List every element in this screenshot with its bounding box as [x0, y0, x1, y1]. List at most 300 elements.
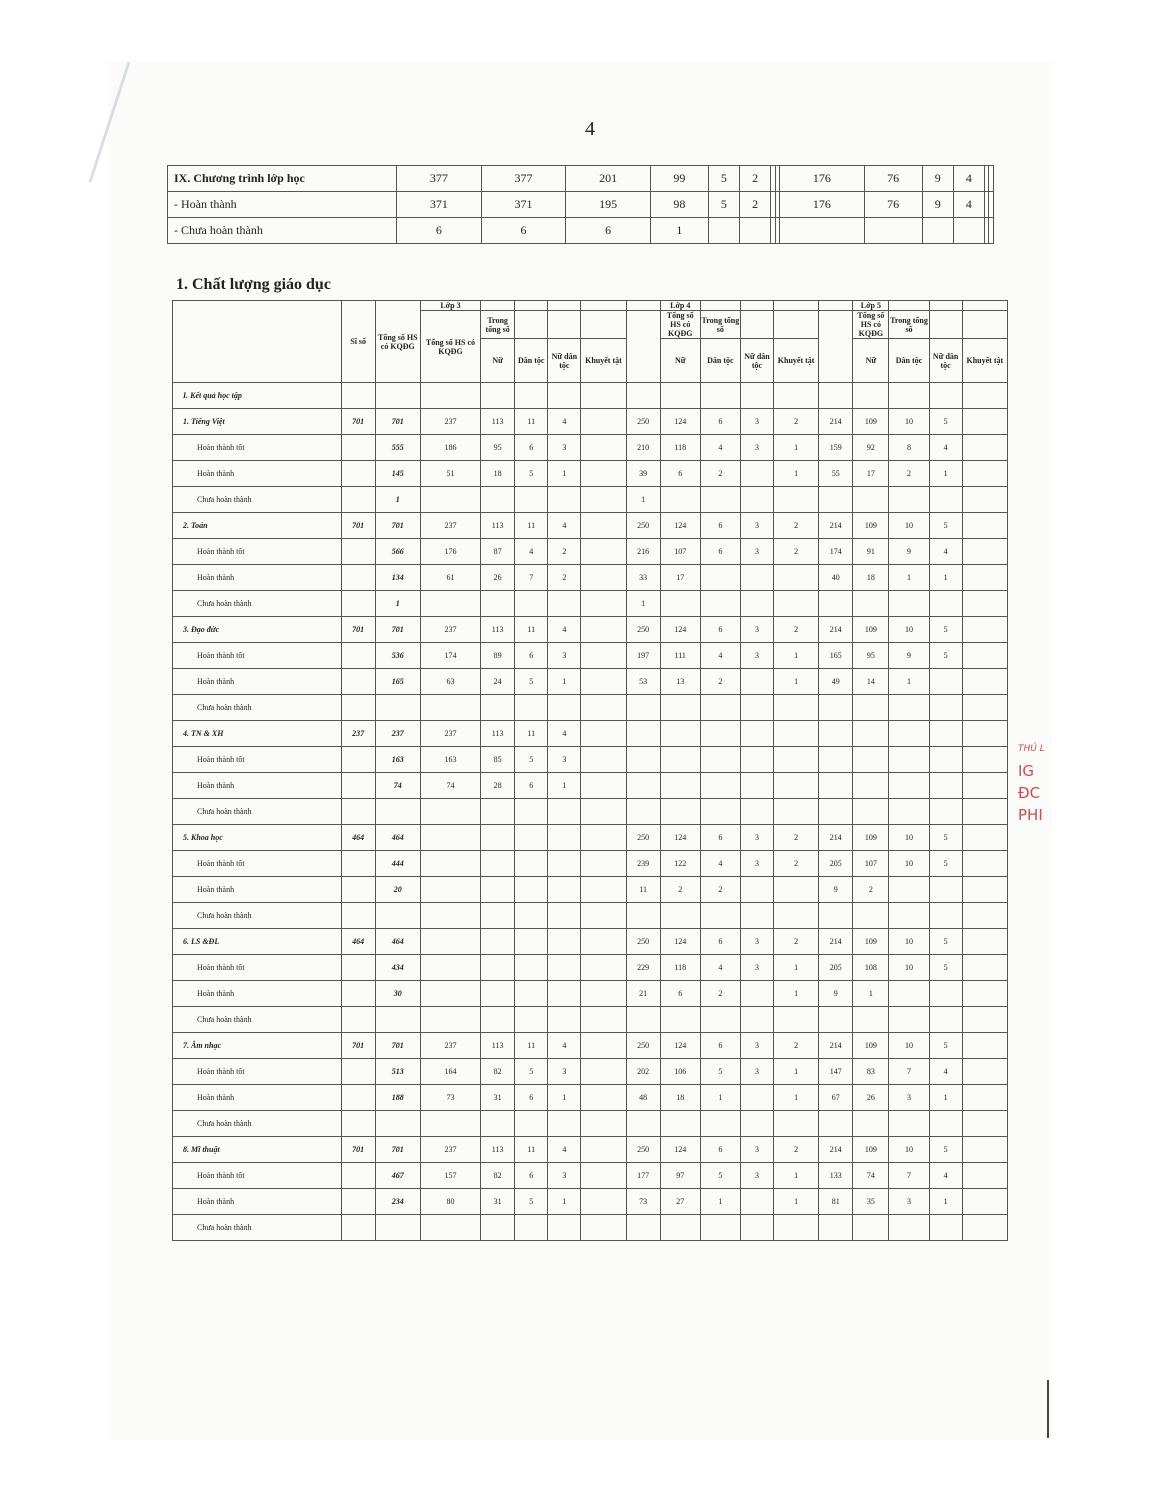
table-cell: [853, 695, 889, 721]
table-cell: 1: [853, 981, 889, 1007]
table-cell: [581, 617, 626, 643]
table-row: [173, 1163, 1008, 1189]
header-blank: [548, 301, 581, 311]
table-cell: 3: [740, 643, 773, 669]
table-row: [173, 1033, 1008, 1059]
table-cell: [341, 955, 375, 981]
table-cell: 555: [375, 435, 420, 461]
table-cell: [740, 1189, 773, 1215]
table-cell: 27: [660, 1189, 700, 1215]
table-cell: [962, 539, 1007, 565]
table-cell: 7: [889, 1163, 929, 1189]
table-cell: 3: [740, 1137, 773, 1163]
table-cell: 229: [626, 955, 660, 981]
table-cell: 97: [660, 1163, 700, 1189]
table-cell: 1: [889, 565, 929, 591]
program-row: [168, 218, 994, 244]
table-cell: 74: [853, 1163, 889, 1189]
table-cell: 214: [819, 617, 853, 643]
table-cell: [626, 799, 660, 825]
table-cell: 701: [341, 513, 375, 539]
table-cell: 83: [853, 1059, 889, 1085]
table-cell: 113: [481, 513, 515, 539]
red-stamp: [1018, 738, 1045, 826]
table-cell: [929, 591, 962, 617]
table-cell: 107: [853, 851, 889, 877]
table-cell: 216: [626, 539, 660, 565]
table-cell: 701: [375, 1137, 420, 1163]
table-cell: 113: [481, 1033, 515, 1059]
table-cell: 1: [375, 591, 420, 617]
table-cell: [774, 1111, 819, 1137]
table-cell: [929, 669, 962, 695]
table-cell: 61: [420, 565, 480, 591]
table-cell: [853, 773, 889, 799]
program-cell: 195: [566, 192, 651, 218]
table-cell: [740, 1215, 773, 1241]
table-cell: [740, 1007, 773, 1033]
program-cell: 377: [481, 166, 566, 192]
program-cell: 201: [566, 166, 651, 192]
table-cell: 2: [774, 929, 819, 955]
table-cell: [929, 383, 962, 409]
table-cell: 2: [853, 877, 889, 903]
section-title: 1. Chất lượng giáo dục: [176, 276, 331, 293]
table-cell: [375, 799, 420, 825]
program-cell: [708, 218, 739, 244]
table-cell: [375, 1007, 420, 1033]
table-cell: [774, 695, 819, 721]
table-cell: [819, 1111, 853, 1137]
table-cell: [481, 877, 515, 903]
row-label: Hoàn thành tốt: [173, 435, 342, 461]
row-label: Chưa hoàn thành: [173, 1007, 342, 1033]
table-cell: [420, 981, 480, 1007]
table-cell: [740, 721, 773, 747]
table-cell: 82: [481, 1059, 515, 1085]
table-cell: 237: [420, 1033, 480, 1059]
table-cell: 701: [375, 1033, 420, 1059]
table-cell: [548, 981, 581, 1007]
table-cell: [481, 955, 515, 981]
table-cell: [740, 695, 773, 721]
table-cell: 48: [626, 1085, 660, 1111]
table-cell: [774, 747, 819, 773]
table-cell: [581, 669, 626, 695]
table-cell: [481, 799, 515, 825]
table-cell: 73: [626, 1189, 660, 1215]
table-cell: 10: [889, 851, 929, 877]
header-total: Tổng số HS có KQĐG: [375, 301, 420, 383]
table-cell: 464: [341, 825, 375, 851]
table-cell: 8: [889, 435, 929, 461]
table-cell: [515, 929, 548, 955]
table-cell: 30: [375, 981, 420, 1007]
table-cell: [660, 695, 700, 721]
table-cell: [626, 721, 660, 747]
table-cell: [819, 695, 853, 721]
table-cell: 4: [929, 435, 962, 461]
table-cell: [700, 747, 740, 773]
table-cell: 6: [660, 461, 700, 487]
header-lop5-nu-dan-toc: Nữ dân tộc: [929, 339, 962, 383]
row-label: 6. LS &ĐL: [173, 929, 342, 955]
table-cell: 4: [929, 1163, 962, 1189]
table-cell: [962, 591, 1007, 617]
table-cell: 164: [420, 1059, 480, 1085]
table-cell: 6: [700, 1033, 740, 1059]
table-cell: 237: [375, 721, 420, 747]
program-cell: 76: [864, 166, 922, 192]
table-cell: 701: [375, 617, 420, 643]
table-cell: 3: [548, 1059, 581, 1085]
table-cell: [962, 747, 1007, 773]
table-cell: 11: [515, 1137, 548, 1163]
table-cell: 250: [626, 513, 660, 539]
table-cell: [660, 383, 700, 409]
table-cell: [515, 1007, 548, 1033]
table-cell: [774, 383, 819, 409]
program-cell: 176: [780, 166, 865, 192]
table-cell: 74: [375, 773, 420, 799]
table-cell: [515, 903, 548, 929]
table-cell: 80: [420, 1189, 480, 1215]
table-cell: 11: [626, 877, 660, 903]
header-blank: [929, 311, 962, 339]
table-cell: 9: [819, 877, 853, 903]
header-lop3-nu-dan-toc: Nữ dân tộc: [548, 339, 581, 383]
table-row: [173, 981, 1008, 1007]
row-label: 5. Khoa học: [173, 825, 342, 851]
table-cell: 1: [889, 669, 929, 695]
table-cell: 165: [375, 669, 420, 695]
row-label: Hoàn thành: [173, 1189, 342, 1215]
table-cell: 5: [929, 825, 962, 851]
header-lop3: Lớp 3: [420, 301, 480, 311]
table-cell: [481, 825, 515, 851]
table-cell: 63: [420, 669, 480, 695]
table-row: [173, 487, 1008, 513]
table-row: [173, 513, 1008, 539]
table-cell: [774, 877, 819, 903]
table-row: [173, 643, 1008, 669]
row-label: Hoàn thành: [173, 981, 342, 1007]
header-blank: [740, 301, 773, 311]
table-cell: 250: [626, 929, 660, 955]
table-cell: 108: [853, 955, 889, 981]
table-cell: [660, 903, 700, 929]
header-lop5: Lớp 5: [853, 301, 889, 311]
table-cell: [481, 487, 515, 513]
table-cell: 31: [481, 1085, 515, 1111]
table-cell: 1: [774, 981, 819, 1007]
program-cell: 9: [922, 192, 953, 218]
program-cell: [953, 218, 984, 244]
table-cell: [962, 487, 1007, 513]
table-cell: 6: [515, 643, 548, 669]
table-cell: 2: [774, 539, 819, 565]
table-cell: [740, 669, 773, 695]
table-cell: [929, 721, 962, 747]
table-cell: [481, 929, 515, 955]
table-cell: 5: [929, 409, 962, 435]
table-cell: [929, 799, 962, 825]
table-cell: 5: [515, 669, 548, 695]
table-cell: 3: [740, 1033, 773, 1059]
table-cell: 4: [700, 435, 740, 461]
table-cell: 1: [774, 1059, 819, 1085]
table-cell: [581, 695, 626, 721]
table-cell: 214: [819, 825, 853, 851]
table-cell: 4: [700, 643, 740, 669]
table-cell: 122: [660, 851, 700, 877]
table-cell: 6: [700, 617, 740, 643]
table-cell: [481, 1111, 515, 1137]
table-cell: 124: [660, 825, 700, 851]
table-cell: 111: [660, 643, 700, 669]
table-cell: [515, 799, 548, 825]
row-label: Hoàn thành: [173, 877, 342, 903]
table-cell: [962, 1033, 1007, 1059]
table-cell: 464: [375, 825, 420, 851]
table-cell: 701: [341, 1137, 375, 1163]
table-cell: [853, 591, 889, 617]
table-cell: 3: [548, 1163, 581, 1189]
table-cell: [515, 487, 548, 513]
table-cell: 5: [700, 1163, 740, 1189]
table-cell: [420, 695, 480, 721]
table-cell: [581, 409, 626, 435]
program-cell: 2: [740, 166, 771, 192]
table-cell: [774, 721, 819, 747]
table-cell: [819, 383, 853, 409]
table-cell: [700, 565, 740, 591]
table-row: [173, 435, 1008, 461]
table-cell: 17: [660, 565, 700, 591]
table-cell: [515, 955, 548, 981]
table-cell: 214: [819, 929, 853, 955]
table-cell: [548, 955, 581, 981]
table-cell: [581, 851, 626, 877]
table-cell: [515, 981, 548, 1007]
table-cell: 24: [481, 669, 515, 695]
header-lop3-dan-toc: Dân tộc: [515, 339, 548, 383]
table-cell: 188: [375, 1085, 420, 1111]
table-cell: [962, 1163, 1007, 1189]
table-cell: 74: [420, 773, 480, 799]
table-cell: [962, 877, 1007, 903]
table-cell: 5: [929, 929, 962, 955]
table-cell: 4: [700, 851, 740, 877]
table-cell: [548, 851, 581, 877]
header-blank: [819, 311, 853, 383]
table-cell: 434: [375, 955, 420, 981]
table-row: [173, 1059, 1008, 1085]
table-cell: 10: [889, 1033, 929, 1059]
table-cell: 82: [481, 1163, 515, 1189]
table-cell: [515, 851, 548, 877]
table-cell: [853, 721, 889, 747]
header-blank: [774, 311, 819, 339]
table-cell: [819, 799, 853, 825]
header-lop4-nu-dan-toc: Nữ dân tộc: [740, 339, 773, 383]
table-cell: 1: [548, 461, 581, 487]
table-cell: [581, 773, 626, 799]
table-cell: [819, 1215, 853, 1241]
program-cell: [922, 218, 953, 244]
table-cell: [626, 695, 660, 721]
table-cell: [962, 799, 1007, 825]
table-cell: 2: [774, 513, 819, 539]
table-cell: 701: [375, 409, 420, 435]
table-cell: 10: [889, 825, 929, 851]
table-cell: 67: [819, 1085, 853, 1111]
program-cell: 371: [481, 192, 566, 218]
table-cell: [660, 721, 700, 747]
table-cell: 2: [700, 461, 740, 487]
table-row: [173, 383, 1008, 409]
table-cell: [548, 799, 581, 825]
table-cell: [341, 487, 375, 513]
table-cell: [581, 461, 626, 487]
table-cell: [626, 747, 660, 773]
table-cell: [819, 591, 853, 617]
table-cell: [929, 695, 962, 721]
table-cell: [740, 383, 773, 409]
table-cell: 237: [341, 721, 375, 747]
table-cell: 51: [420, 461, 480, 487]
table-row: [173, 877, 1008, 903]
table-cell: [581, 929, 626, 955]
program-cell: 5: [708, 166, 739, 192]
table-cell: 1: [626, 487, 660, 513]
table-cell: 5: [515, 1059, 548, 1085]
table-cell: [740, 461, 773, 487]
header-lop5-khuyet-tat: Khuyết tật: [962, 339, 1007, 383]
header-row-grade: [173, 301, 1008, 311]
table-cell: [962, 409, 1007, 435]
stamp-text: ĐC: [1018, 784, 1041, 802]
table-cell: [481, 851, 515, 877]
table-cell: 3: [740, 513, 773, 539]
table-cell: [962, 461, 1007, 487]
row-label: 3. Đạo đức: [173, 617, 342, 643]
table-cell: 1: [548, 669, 581, 695]
table-cell: [889, 721, 929, 747]
table-cell: 4: [548, 617, 581, 643]
table-cell: 11: [515, 409, 548, 435]
table-cell: [962, 929, 1007, 955]
table-cell: [962, 773, 1007, 799]
table-cell: [341, 1007, 375, 1033]
table-cell: 5: [700, 1059, 740, 1085]
table-cell: 1: [700, 1085, 740, 1111]
table-cell: [581, 1137, 626, 1163]
program-cell: 2: [740, 192, 771, 218]
table-cell: 1: [700, 1189, 740, 1215]
table-cell: 2: [700, 877, 740, 903]
stamp-text: PHI: [1018, 806, 1043, 824]
stamp-text: THỦ L: [1018, 744, 1045, 754]
table-cell: 109: [853, 825, 889, 851]
table-cell: [660, 591, 700, 617]
table-cell: [774, 773, 819, 799]
table-cell: [481, 981, 515, 1007]
table-cell: [420, 1007, 480, 1033]
table-cell: 1: [548, 1189, 581, 1215]
table-cell: 1: [548, 773, 581, 799]
table-cell: 109: [853, 1137, 889, 1163]
table-cell: [626, 1111, 660, 1137]
table-cell: 1: [774, 955, 819, 981]
table-cell: 5: [929, 1137, 962, 1163]
stamp-text: IG: [1018, 762, 1035, 780]
table-cell: [341, 747, 375, 773]
table-cell: [581, 1215, 626, 1241]
table-cell: [626, 1007, 660, 1033]
table-cell: 3: [740, 435, 773, 461]
table-cell: [740, 487, 773, 513]
table-cell: 701: [341, 617, 375, 643]
table-cell: [581, 1007, 626, 1033]
table-cell: 2: [700, 981, 740, 1007]
program-cell: 76: [864, 192, 922, 218]
table-cell: [740, 1085, 773, 1111]
table-cell: 73: [420, 1085, 480, 1111]
table-row: [173, 721, 1008, 747]
header-lop5-dan-toc: Dân tộc: [889, 339, 929, 383]
table-cell: 3: [889, 1189, 929, 1215]
table-cell: [962, 643, 1007, 669]
table-cell: 237: [420, 409, 480, 435]
table-cell: [889, 1215, 929, 1241]
table-cell: 7: [515, 565, 548, 591]
program-cell: 6: [566, 218, 651, 244]
table-cell: 250: [626, 825, 660, 851]
table-cell: 237: [420, 721, 480, 747]
row-label: Chưa hoàn thành: [173, 903, 342, 929]
row-label: Hoàn thành tốt: [173, 1163, 342, 1189]
table-cell: [581, 955, 626, 981]
table-cell: [515, 825, 548, 851]
table-cell: 11: [515, 1033, 548, 1059]
table-cell: [481, 903, 515, 929]
table-cell: 1: [929, 1189, 962, 1215]
table-cell: [420, 383, 480, 409]
program-row: [168, 166, 994, 192]
table-cell: 250: [626, 617, 660, 643]
program-row-label: IX. Chương trình lớp học: [168, 166, 397, 192]
table-cell: 18: [853, 565, 889, 591]
table-cell: [341, 773, 375, 799]
table-cell: [889, 1111, 929, 1137]
table-cell: 6: [515, 773, 548, 799]
table-cell: 1: [375, 487, 420, 513]
table-cell: 81: [819, 1189, 853, 1215]
header-blank: [929, 301, 962, 311]
table-row: [173, 1137, 1008, 1163]
table-cell: 250: [626, 1033, 660, 1059]
table-cell: 10: [889, 513, 929, 539]
header-lop3-trong-tong-so: Trong tổng số: [481, 311, 515, 339]
table-cell: 3: [548, 643, 581, 669]
header-blank: [774, 301, 819, 311]
table-row: [173, 903, 1008, 929]
table-cell: 91: [853, 539, 889, 565]
table-cell: 5: [929, 851, 962, 877]
table-cell: 701: [341, 1033, 375, 1059]
table-row: [173, 799, 1008, 825]
